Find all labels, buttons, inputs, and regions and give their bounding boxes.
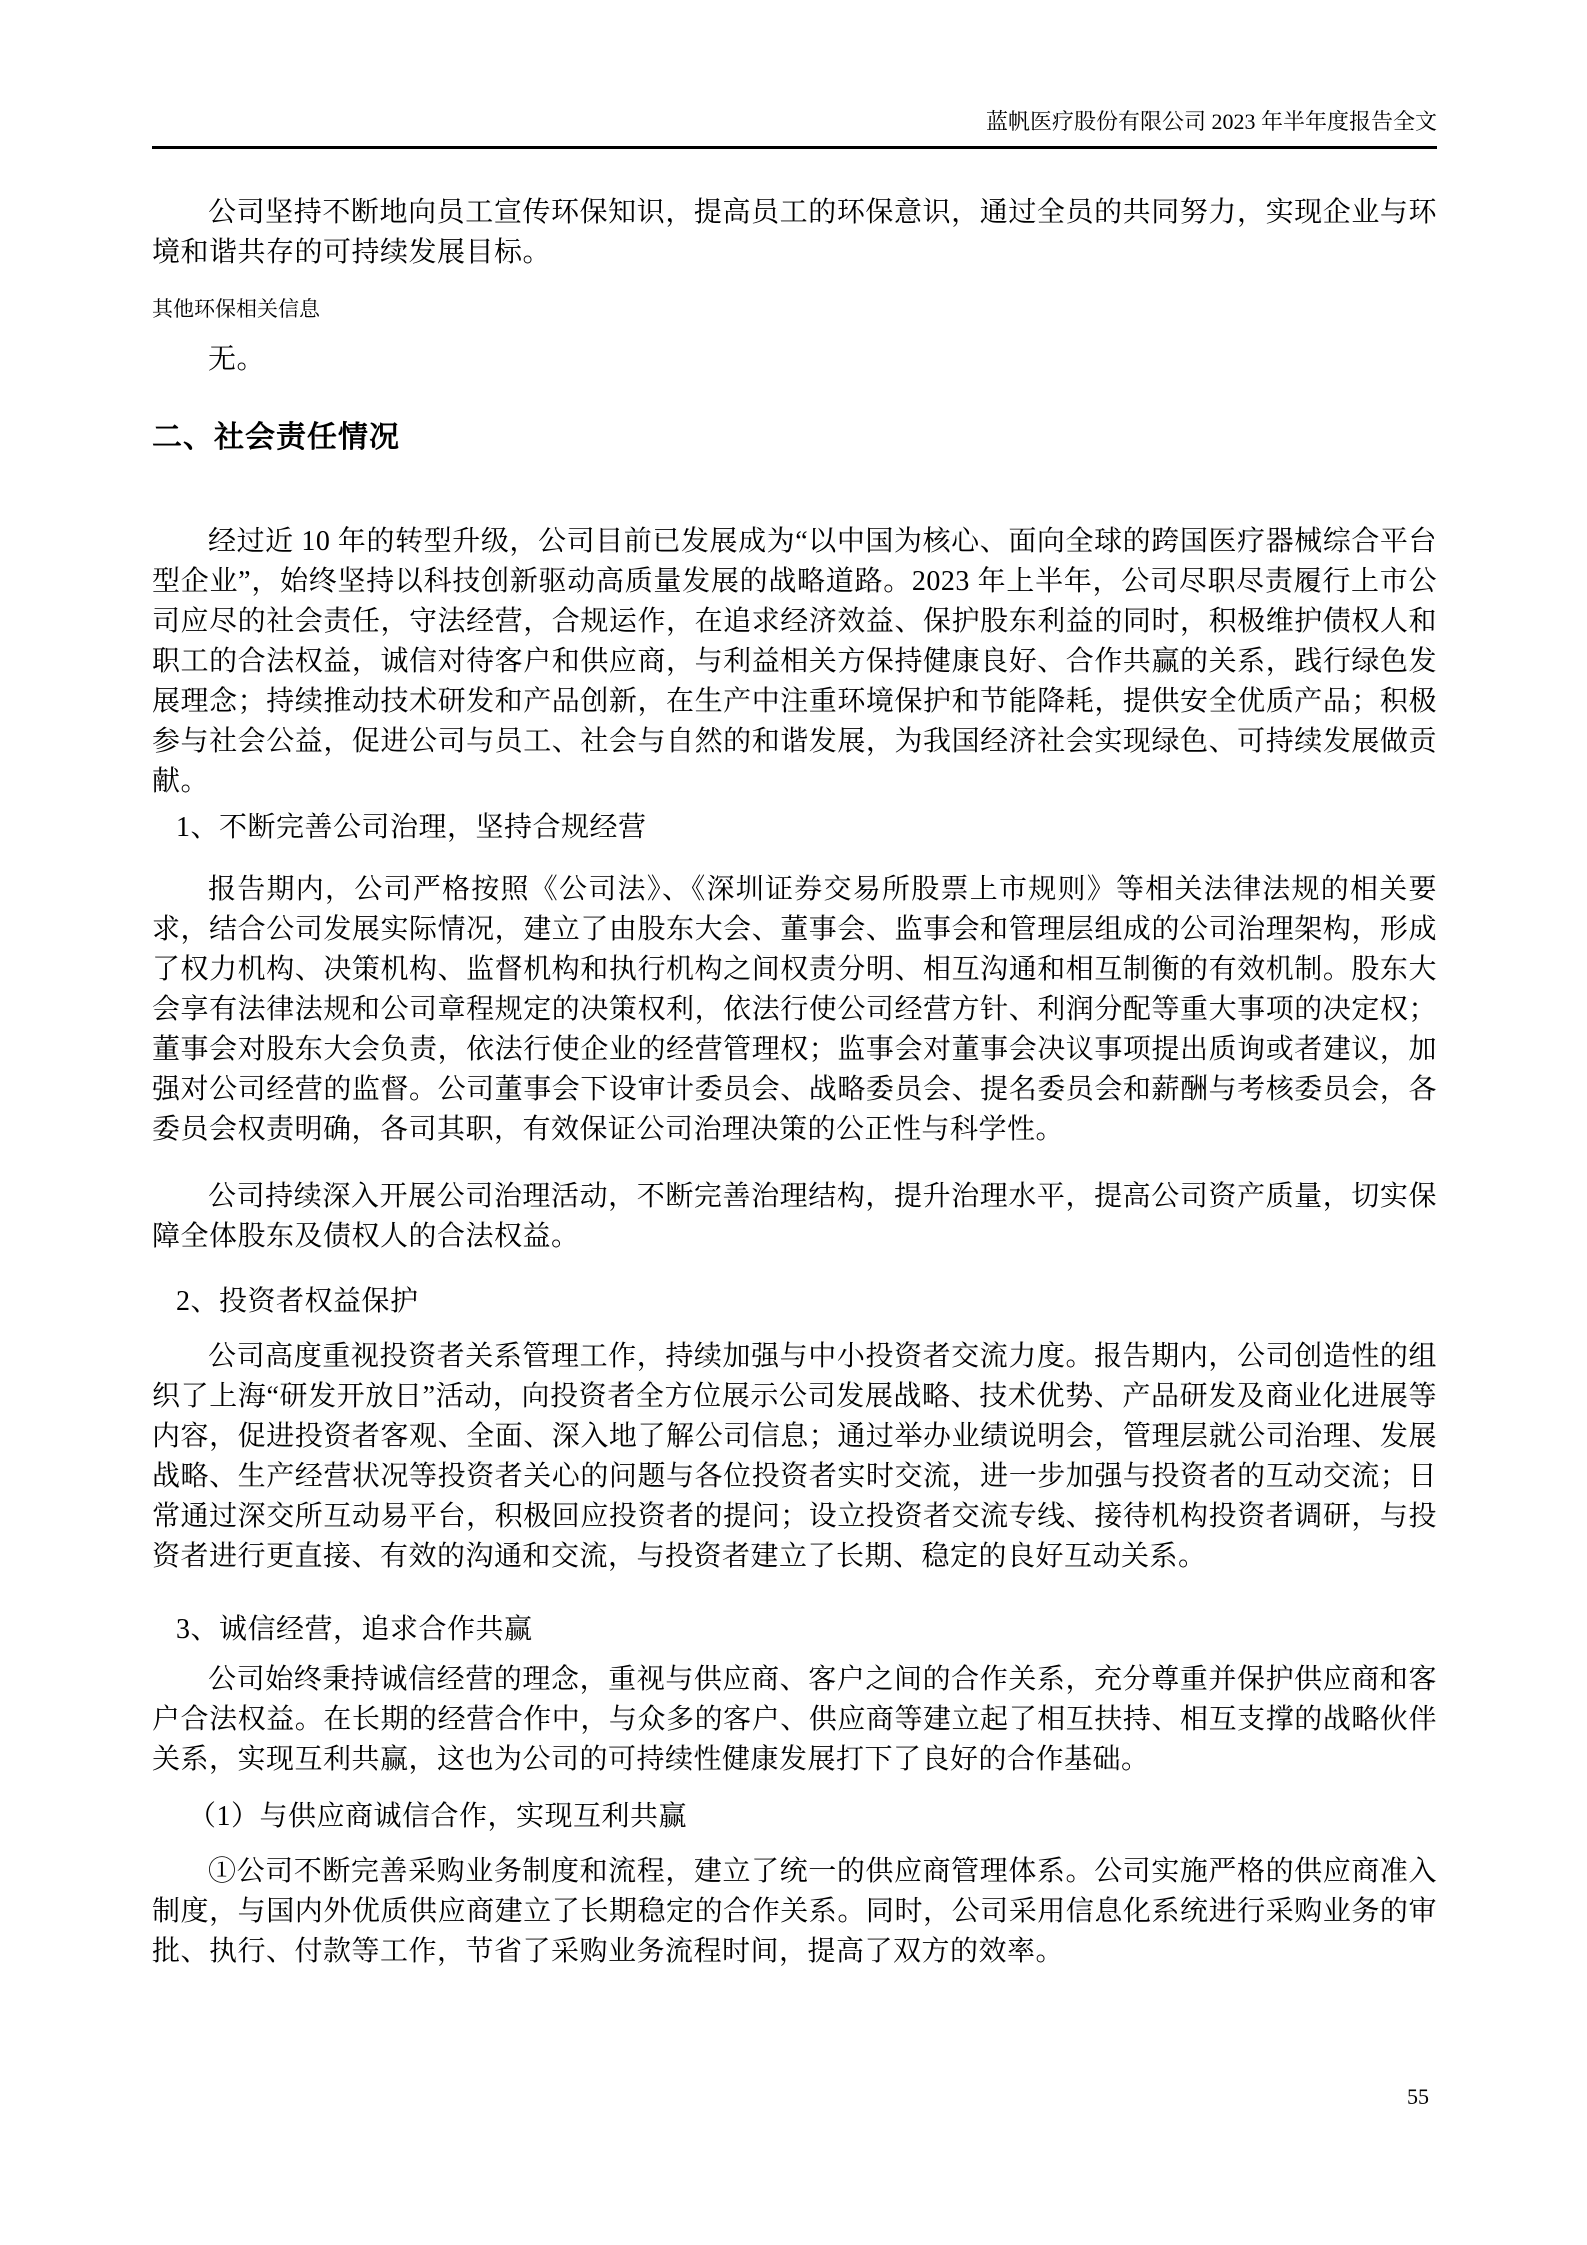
subsection-title-investor-protection: 2、投资者权益保护 [176, 1286, 419, 1317]
section-title-social-responsibility: 二、社会责任情况 [152, 421, 400, 454]
paragraph-overview: 经过近 10 年的转型升级，公司目前已发展成为“以中国为核心、面向全球的跨国医疗器械综合平台型企业”，始终坚持以科技创新驱动高质量发展的战略道路。2023 年上半年，公司尽职尽责履行上市公司应尽的社会责任，守法经营，合规运作，在追求经济效益、保护股东利益的同时，积极维护债权人和职工的合法权益，诚信对待客户和供应商，与利益相关方保持健康良好、合作共赢的关系，践行绿色发展理念；持续推动技术研发和产品创新，在生产中注重环境保护和节能降耗，提供安全优质产品；积极参与社会公益，促进公司与员工、社会与自然的和谐发展，为我国经济社会实现绿色、可持续发展做贡献。 [152, 526, 1437, 797]
running-header [152, 0, 1437, 149]
subsection-title-governance: 1、不断完善公司治理，坚持合规经营 [176, 812, 647, 843]
item-title-supplier-cooperation: （1）与供应商诚信合作，实现互利共赢 [188, 1801, 688, 1832]
paragraph-none: 无。 [208, 344, 266, 375]
paragraph-governance-1: 报告期内，公司严格按照《公司法》、《深圳证券交易所股票上市规则》等相关法律法规的相关要求，结合公司发展实际情况，建立了由股东大会、董事会、监事会和管理层组成的公司治理架构，形成了权力机构、决策机构、监督机构和执行机构之间权责分明、相互沟通和相互制衡的有效机制。股东大会享有法律法规和公司章程规定的决策权利，依法行使公司经营方针、利润分配等重大事项的决定权；董事会对股东大会负责，依法行使企业的经营管理权；监事会对董事会决议事项提出质询或者建议，加强对公司经营的监督。公司董事会下设审计委员会、战略委员会、提名委员会和薪酬与考核委员会，各委员会权责明确，各司其职，有效保证公司治理决策的公正性与科学性。 [152, 874, 1437, 1145]
paragraph-investor-protection: 公司高度重视投资者关系管理工作，持续加强与中小投资者交流力度。报告期内，公司创造性的组织了上海“研发开放日”活动，向投资者全方位展示公司发展战略、技术优势、产品研发及商业化进展等内容，促进投资者客观、全面、深入地了解公司信息；通过举办业绩说明会，管理层就公司治理、发展战略、生产经营状况等投资者关心的问题与各位投资者实时交流，进一步加强与投资者的互动交流；日常通过深交所互动易平台，积极回应投资者的提问；设立投资者交流专线、接待机构投资者调研，与投资者进行更直接、有效的沟通和交流，与投资者建立了长期、稳定的良好互动关系。 [152, 1341, 1437, 1572]
page-content [152, 0, 1437, 1972]
paragraph-integrity: 公司始终秉持诚信经营的理念，重视与供应商、客户之间的合作关系，充分尊重并保护供应商和客户合法权益。在长期的经营合作中，与众多的客户、供应商等建立起了相互扶持、相互支撑的战略伙伴关系，实现互利共赢，这也为公司的可持续性健康发展打下了良好的合作基础。 [152, 1664, 1437, 1775]
paragraph-governance-2: 公司持续深入开展公司治理活动，不断完善治理结构，提升治理水平，提高公司资产质量，切实保障全体股东及债权人的合法权益。 [152, 1181, 1437, 1252]
subsection-title-integrity: 3、诚信经营，追求合作共赢 [176, 1614, 533, 1645]
paragraph-supplier-cooperation: ①公司不断完善采购业务制度和流程，建立了统一的供应商管理体系。公司实施严格的供应商准入制度，与国内外优质供应商建立了长期稳定的合作关系。同时，公司采用信息化系统进行采购业务的审批、执行、付款等工作，节省了采购业务流程时间，提高了双方的效率。 [152, 1856, 1437, 1967]
label-other-env-info: 其他环保相关信息 [152, 297, 320, 321]
page-number: 55 [1407, 2084, 1429, 2109]
paragraph-environment: 公司坚持不断地向员工宣传环保知识，提高员工的环保意识，通过全员的共同努力，实现企业与环境和谐共存的可持续发展目标。 [152, 197, 1437, 268]
doc-title: 蓝帆医疗股份有限公司 2023 年半年度报告全文 [985, 109, 1437, 134]
